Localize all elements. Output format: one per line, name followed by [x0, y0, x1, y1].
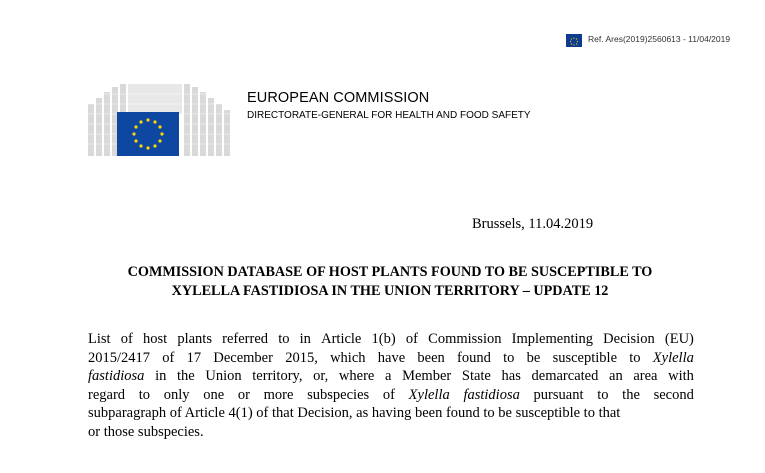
- ec-logo: [88, 84, 232, 156]
- title-line-1: COMMISSION DATABASE OF HOST PLANTS FOUND TO BE SUSCEPTIBLE TO: [127, 264, 653, 280]
- date-line: Brussels, 11.04.2019: [472, 216, 594, 232]
- berlaymont-building-icon: [88, 84, 232, 156]
- reference-number: Ref. Ares(2019)2560613 - 11/04/2019: [588, 34, 731, 44]
- paragraph-line: regard to only one or more subspecies of Xylella fastidiosa pursuant to the second: [88, 386, 694, 403]
- organisation-header: [247, 90, 531, 121]
- paragraph-line: fastidiosa in the Union territory, or, where a Member State has demarcated an area with: [88, 368, 694, 384]
- reference-stamp: [566, 32, 730, 46]
- paragraph-line: or those subspecies.: [88, 423, 204, 440]
- paragraph-line: subparagraph of Article 4(1) of that Decision, as having been found to be susceptible to that: [88, 405, 621, 421]
- paragraph-line: List of host plants referred to in Article 1(b) of Commission Implementing Decision (EU): [88, 331, 694, 347]
- directorate-name: DIRECTORATE-GENERAL FOR HEALTH AND FOOD SAFETY: [247, 110, 531, 121]
- organisation-name: EUROPEAN COMMISSION: [247, 90, 430, 106]
- document-title: [60, 263, 720, 301]
- intro-paragraph: [88, 330, 694, 441]
- title-line-2: XYLELLA FASTIDIOSA IN THE UNION TERRITORY – UPDATE 12: [171, 283, 609, 299]
- paragraph-line: 2015/2417 of 17 December 2015, which have been found to be susceptible to Xylella: [88, 349, 694, 366]
- eu-flag-icon: [566, 34, 582, 45]
